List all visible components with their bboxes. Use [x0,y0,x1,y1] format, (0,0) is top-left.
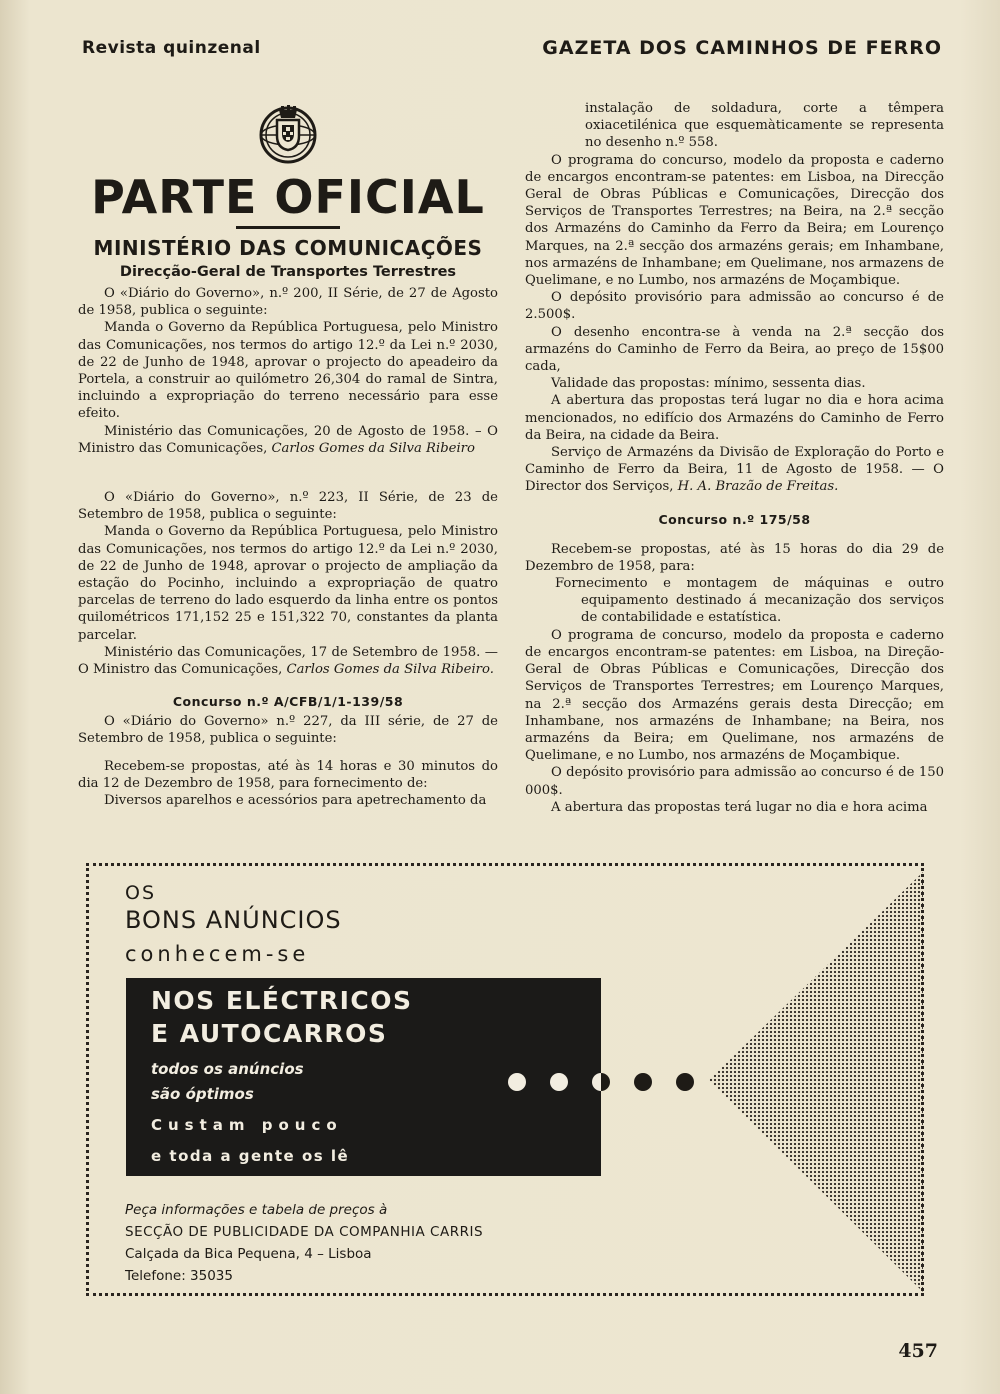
ad-info-line-3: Calçada da Bica Pequena, 4 – Lisboa [125,1246,372,1262]
ad-line-2: são óptimos [151,1085,254,1103]
ad-line-4: e toda a gente os lê [151,1147,350,1165]
concurso2-item: Fornecimento e montagem de máquinas e outro equipamento destinado á mecanização dos serviços de contabilidade e estatística. [555,576,944,626]
notice1-signature-text: Ministério das Comunicações, 20 de Agosto de 1958. – O Ministro das Comunicações, [78,423,498,456]
notice2-signature-line [78,644,498,678]
continuation-program: O programa do concurso, modelo da proposta e caderno de encargos encontram-se patentes: em Lisboa, na Direcção Geral de Obras Públicas e Comunicações, Direcção dos Serviços de Transportes Terrestres; na Beira, na 2.ª secção dos Armazéns do Caminho da Ferro da Beira; em Lourenço Marques, na 2.ª secção dos armazéns gerais; em Inhambane, nos armazéns de Inhambane; em Quelimane, nos armazens de Quelimane, e no Lumbo, nos armazéns de Moçambique. [525,152,944,289]
ad-info-line-1: Peça informações e tabela de preços à [125,1202,388,1218]
notice1-body: Manda o Governo da República Portuguesa, pelo Ministro das Comunicações, nos termos do artigo 12.º da Lei n.º 2030, de 22 de Junho de 1948, aprovar o projecto do apeadeiro da Portela, a construir ao quilómetro 26,304 do ramal de Sintra, incluindo a expropriação do terreno necessário para esse efeito. [78,320,498,422]
left-column [78,100,498,809]
concurso2-program: O programa de concurso, modelo da proposta e caderno de encargos encontram-se patentes: em Lisboa, na Direção-Geral de Obras Públicas e Comunicações, Direcção dos Serviços de Transportes Terrestres; em Lourenço Marques, na 2.ª secção dos Armazéns gerais desta Direcção; em Inhambane, nos armazéns de Inhambane; na Beira, nos armazéns da Beira; em Quelimane, nos armazéns de Quelimane, e no Lumbo, nos armazéns de Moçambique. [525,627,944,764]
ministry-heading: MINISTÉRIO DAS COMUNICAÇÕES [93,236,483,260]
carris-advertisement [86,863,924,1296]
section-gap [525,496,944,506]
section-gap [78,678,498,688]
notice2-signatory: Carlos Gomes da Silva Ribeiro. [286,662,494,678]
notice2-signature-text: Ministério das Comunicações, 17 de Setembro de 1958. — O Ministro das Comunicações, [78,644,498,678]
concurso1-item: Diversos aparelhos e acessórios para apetrechamento da [104,793,487,809]
notice1-intro: O «Diário do Governo», n.º 200, II Série, de 27 de Agosto de 1958, publica o seguinte: [78,286,498,319]
continuation-signature-line [525,444,944,496]
concurso2-deposit: O depósito provisório para admissão ao concurso é de 150 000$. [525,765,944,798]
page-number: 457 [898,1340,938,1362]
concurso2-intro: Recebem-se propostas, até às 15 horas do dia 29 de Dezembro de 1958, para: [525,541,944,574]
section-gap [78,748,498,758]
notice1-signatory: Carlos Gomes da Silva Ribeiro [271,440,475,456]
continuation-drawing: O desenho encontra-se à venda na 2.ª secção dos armazéns do Caminho de Ferro da Beira, ao preço de 15$00 cada, [525,324,944,375]
direction-heading: Direcção-Geral de Transportes Terrestres [119,264,457,280]
section-gap [525,531,944,541]
ad-bullet-dot [676,1073,694,1091]
notice1-signature-line [78,423,498,457]
section-gap [78,457,498,489]
concurso2-opening: A abertura das propostas terá lugar no dia e hora acima [551,799,928,815]
ad-bons-anuncios: BONS ANÚNCIOS [125,906,342,934]
ad-line-1: todos os anúncios [151,1060,304,1078]
right-column [525,100,944,816]
continuation-opening: A abertura das propostas terá lugar no dia e hora acima mencionados, no edifício dos Armazéns do Caminho de Ferro da Beira, na cidade da Beira. [525,393,944,443]
portuguese-coat-of-arms-icon [255,100,321,166]
concurso1-deadline: Recebem-se propostas, até às 14 horas e 30 minutos do dia 12 de Dezembro de 1958, para fornecimento de: [78,758,498,791]
ad-conhecem-se: conhecem-se [125,942,310,966]
ad-line-3: Custam pouco [151,1116,343,1134]
masthead-title: PARTE OFICIAL [91,170,485,224]
concurso2-heading: Concurso n.º 175/58 [658,511,811,527]
ad-info-line-4: Telefone: 35035 [125,1268,233,1284]
notice2-intro: O «Diário do Governo», n.º 223, II Série, de 23 de Setembro de 1958, publica o seguinte: [78,490,498,523]
continuation-validity: Validade das propostas: mínimo, sessenta dias. [551,376,866,392]
continuation-signatory: H. A. Brazão de Freitas. [677,479,839,495]
running-header-left: Revista quinzenal [82,38,261,58]
emblem-container [78,100,498,172]
ad-bullet-dot [634,1073,652,1091]
continuation-deposit: O depósito provisório para admissão ao concurso é de 2.500$. [525,290,944,323]
halftone-triangle [709,872,923,1292]
ad-os: OS [125,882,157,904]
ad-info-line-2: SECÇÃO DE PUBLICIDADE DA COMPANHIA CARRIS [125,1224,484,1240]
ad-headline-1: NOS ELÉCTRICOS [151,986,413,1015]
running-header-right: GAZETA DOS CAMINHOS DE FERRO [542,37,942,59]
concurso1-intro: O «Diário do Governo» n.º 227, da III série, de 27 de Setembro de 1958, publica o seguinte: [78,714,498,747]
concurso1-heading: Concurso n.º A/CFB/1/1-139/58 [172,694,404,710]
ad-headline-2: E AUTOCARROS [151,1019,388,1048]
notice2-body: Manda o Governo da República Portuguesa, pelo Ministro das Comunicações, nos termos do artigo 12.º da Lei n.º 2030, de 22 de Junho de 1948, aprovar o projecto de ampliação da estação do Pocinho, incluindo a expropriação de quatro parcelas de terreno do lado esquerdo da linha entre os pontos quilométricos 171,152 25 e 151,322 70, constantes da planta parcelar. [78,524,498,643]
ad-black-panel [126,978,601,1176]
masthead-rule [236,226,340,229]
continuation-item: instalação de soldadura, corte a têmpera oxiacetilénica que esquemàticamente se representa no desenho n.º 558. [585,101,944,151]
continuation-signature-text: Serviço de Armazéns da Divisão de Exploração do Porto e Caminho de Ferro da Beira, 11 de Agosto de 1958. — O Director dos Serviços, [525,445,944,495]
